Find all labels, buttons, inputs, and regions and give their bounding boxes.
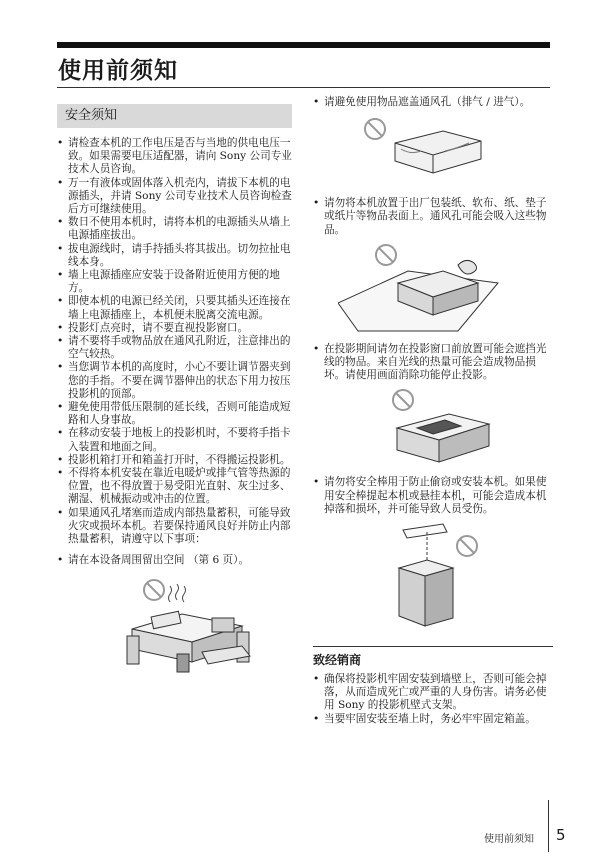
list-item: • 拔电源线时，请手持插头将其拔出。切勿拉扯电线本身。	[57, 243, 292, 269]
page-title: 使用前须知	[58, 58, 178, 84]
list-item: • 请检查本机的工作电压是否与当地的供电电压一致。如果需要电压适配器，请向 Sony 公司专业技术人员咨询。	[57, 137, 292, 177]
footer-section-label: 使用前须知	[484, 834, 534, 845]
left-column	[57, 104, 292, 684]
list-item: • 投影灯点亮时，请不要直视投影窗口。	[57, 322, 292, 335]
ceiling-plate-icon	[403, 524, 447, 562]
heat-wave-icon	[169, 584, 186, 602]
projector-boxed-in-icon	[127, 611, 250, 672]
footer-divider	[548, 800, 549, 852]
projector-with-object-icon	[397, 414, 489, 462]
list-item: • 当您调节本机的高度时，小心不要让调节器夹到您的手指。不要在调节器伸出的状态下用力按压投影机的顶部。	[57, 361, 292, 401]
page-number: 5	[556, 826, 566, 844]
list-item: • 数日不使用本机时，请将本机的电源插头从墙上电源插座拔出。	[57, 216, 292, 242]
list-item: • 请勿将本机放置于出厂包装纸、软布、纸、垫子或纸片等物品表面上。通风孔可能会吸入这些物品。	[313, 197, 553, 237]
illustration-surrounded-projector	[122, 574, 292, 674]
safety-list	[57, 137, 292, 568]
list-item: • 如果通风孔堵塞而造成内部热量蓄积，可能导致火灾或损坏本机。若要保持通风良好并防止内部热量蓄积，请遵守以下事项：	[57, 507, 292, 547]
ventilation-list-2	[313, 197, 553, 237]
list-item: • 投影机箱打开和箱盖打开时，不得搬运投影机。	[57, 454, 292, 467]
illustration-covered-projector	[363, 115, 553, 187]
ventilation-list-4	[313, 476, 553, 516]
right-column	[313, 96, 553, 726]
title-rule	[57, 87, 550, 88]
paper-under-projector-icon	[338, 260, 498, 331]
list-item: • 确保将投影机牢固安装到墙壁上，否则可能会掉落，从而造成死亡或严重的人身伤害。请务必使用 Sony 的投影机壁式支架。	[313, 673, 553, 713]
dealer-list	[313, 673, 553, 726]
ventilation-list	[313, 96, 553, 109]
no-entry-icon	[457, 536, 477, 556]
list-item: • 在移动安装于地板上的投影机时，不要将手指卡入装置和地面之间。	[57, 427, 292, 453]
dealer-heading: 致经销商	[313, 653, 362, 668]
list-item: • 请勿将安全棒用于防止偷窃或安装本机。如果使用安全棒提起本机或悬挂本机，可能会造成本机掉落和损坏，并可能导致人员受伤。	[313, 476, 553, 516]
suspended-projector-icon	[399, 560, 453, 626]
list-item: • 即使本机的电源已经关闭，只要其插头还连接在墙上电源插座上，本机便未脱离交流电源。	[57, 295, 292, 321]
list-item: • 请避免使用物品遮盖通风孔（排气 / 进气）。	[313, 96, 553, 109]
list-item: • 墙上电源插座应安装于设备附近使用方便的地方。	[57, 269, 292, 295]
list-item: • 不得将本机安装在靠近电暖炉或排气管等热源的位置，也不得放置于易受阳光直射、灰尘过多、潮湿、机械振动或冲击的位置。	[57, 467, 292, 507]
list-item: • 避免使用带低压限制的延长线，否则可能造成短路和人身事故。	[57, 401, 292, 427]
ventilation-list-3	[313, 343, 553, 383]
safety-heading: 安全须知	[57, 104, 292, 128]
no-entry-icon	[376, 245, 396, 265]
list-item: • 当要牢固安装至墙上时，务必牢牢固定箱盖。	[313, 713, 553, 726]
list-item: • 在投影期间请勿在投影窗口前放置可能会遮挡光线的物品。来自光线的热量可能会造成物品损坏。请使用画面消除功能停止投影。	[313, 343, 553, 383]
list-item: • 请不要将手或物品放在通风孔附近，注意排出的空气较热。	[57, 335, 292, 361]
illustration-object-in-front-of-lens	[383, 388, 553, 466]
no-entry-icon	[393, 390, 413, 410]
list-item: • 请在本设备周围留出空间 （第 6 页）。	[57, 554, 292, 567]
list-item: • 万一有液体或固体落入机壳内，请拔下本机的电源插头，并请 Sony 公司专业技术人员咨询检查后方可继续使用。	[57, 177, 292, 217]
top-rule	[57, 42, 550, 48]
dealer-heading-rule	[313, 646, 553, 647]
cloth-covered-projector-icon	[395, 131, 481, 173]
no-entry-icon	[144, 580, 164, 600]
no-entry-icon	[365, 119, 385, 139]
illustration-projector-on-paper	[338, 243, 553, 333]
illustration-hanging-projector	[383, 522, 553, 632]
